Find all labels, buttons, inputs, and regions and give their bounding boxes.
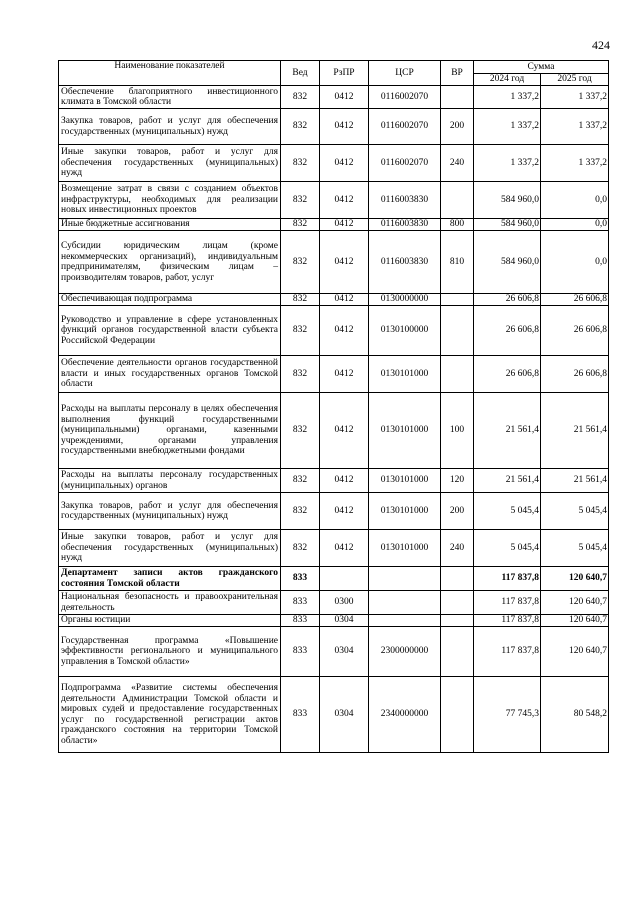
sum-2025-cell: 21 561,4: [541, 393, 609, 469]
name-cell: Национальная безопасность и правоохранительная деятельность: [59, 591, 281, 615]
rzpr-cell: 0412: [320, 231, 369, 294]
table-row: [59, 567, 609, 591]
sum-2025-cell: 120 640,7: [541, 567, 609, 591]
sum-2025-cell: 1 337,2: [541, 145, 609, 182]
sum-2024-cell: 5 045,4: [474, 493, 541, 530]
rzpr-cell: 0300: [320, 591, 369, 615]
rzpr-cell: 0304: [320, 627, 369, 677]
ved-cell: 832: [281, 393, 320, 469]
sum-2024-cell: 117 837,8: [474, 567, 541, 591]
name-cell: Иные бюджетные ассигнования: [59, 219, 281, 231]
name-cell: Закупка товаров, работ и услуг для обеспечения государственных (муниципальных) нужд: [59, 493, 281, 530]
csr-cell: [369, 567, 441, 591]
sum-2025-cell: 5 045,4: [541, 530, 609, 567]
sum-2024-cell: 26 606,8: [474, 306, 541, 356]
sum-2025-cell: 26 606,8: [541, 294, 609, 306]
table-row: [59, 615, 609, 627]
table-row: [59, 677, 609, 753]
ved-cell: 832: [281, 145, 320, 182]
csr-cell: [369, 615, 441, 627]
sum-2024-cell: 77 745,3: [474, 677, 541, 753]
csr-cell: 0130100000: [369, 306, 441, 356]
vr-cell: 200: [441, 109, 474, 145]
sum-2025-cell: 80 548,2: [541, 677, 609, 753]
ved-cell: 833: [281, 567, 320, 591]
ved-cell: 833: [281, 591, 320, 615]
vr-cell: 100: [441, 393, 474, 469]
header-year-2024: 2024 год: [474, 73, 541, 86]
vr-cell: 240: [441, 145, 474, 182]
ved-cell: 833: [281, 627, 320, 677]
sum-2024-cell: 5 045,4: [474, 530, 541, 567]
vr-cell: [441, 356, 474, 393]
csr-cell: 0130101000: [369, 530, 441, 567]
sum-2024-cell: 26 606,8: [474, 294, 541, 306]
ved-cell: 832: [281, 530, 320, 567]
sum-2025-cell: 120 640,7: [541, 627, 609, 677]
vr-cell: [441, 86, 474, 109]
header-name: Наименование показателей: [59, 61, 281, 86]
sum-2024-cell: 21 561,4: [474, 469, 541, 493]
vr-cell: 240: [441, 530, 474, 567]
table-row: [59, 109, 609, 145]
page-number: 424: [592, 38, 610, 52]
name-cell: Обеспечивающая подпрограмма: [59, 294, 281, 306]
name-cell: Расходы на выплаты персоналу в целях обеспечения выполнения функций государственными (муниципальными) органами, казенными учреждениями, органами управления государственными внебюджетными фондами: [59, 393, 281, 469]
csr-cell: 0116002070: [369, 145, 441, 182]
vr-cell: [441, 567, 474, 591]
header-rzpr: РзПР: [320, 61, 369, 86]
budget-table: [58, 60, 609, 753]
table-row: [59, 231, 609, 294]
rzpr-cell: 0412: [320, 294, 369, 306]
csr-cell: 0130101000: [369, 469, 441, 493]
table-header: [59, 61, 609, 86]
csr-cell: 0130101000: [369, 393, 441, 469]
rzpr-cell: 0412: [320, 393, 369, 469]
ved-cell: 832: [281, 109, 320, 145]
name-cell: Подпрограмма «Развитие системы обеспечения деятельности Администрации Томской области и мировых судей и предоставление государственных услуг по государственной регистрации актов гражданского состояния на территории Томской области»: [59, 677, 281, 753]
sum-2025-cell: 1 337,2: [541, 86, 609, 109]
sum-2025-cell: 21 561,4: [541, 469, 609, 493]
rzpr-cell: [320, 567, 369, 591]
csr-cell: 0130101000: [369, 493, 441, 530]
csr-cell: 0116002070: [369, 109, 441, 145]
rzpr-cell: 0412: [320, 109, 369, 145]
table-row: [59, 356, 609, 393]
vr-cell: 200: [441, 493, 474, 530]
csr-cell: 0130000000: [369, 294, 441, 306]
table-row: [59, 145, 609, 182]
sum-2024-cell: 584 960,0: [474, 182, 541, 219]
vr-cell: [441, 182, 474, 219]
ved-cell: 832: [281, 86, 320, 109]
ved-cell: 832: [281, 219, 320, 231]
name-cell: Руководство и управление в сфере установленных функций органов государственной власти субъекта Российской Федерации: [59, 306, 281, 356]
table-row: [59, 627, 609, 677]
name-cell: Иные закупки товаров, работ и услуг для обеспечения государственных (муниципальных) нужд: [59, 530, 281, 567]
sum-2024-cell: 117 837,8: [474, 615, 541, 627]
name-cell: Иные закупки товаров, работ и услуг для обеспечения государственных (муниципальных) нужд: [59, 145, 281, 182]
name-cell: Органы юстиции: [59, 615, 281, 627]
sum-2024-cell: 584 960,0: [474, 219, 541, 231]
vr-cell: [441, 294, 474, 306]
sum-2024-cell: 26 606,8: [474, 356, 541, 393]
sum-2024-cell: 117 837,8: [474, 627, 541, 677]
ved-cell: 833: [281, 677, 320, 753]
sum-2025-cell: 26 606,8: [541, 306, 609, 356]
vr-cell: [441, 591, 474, 615]
csr-cell: [369, 591, 441, 615]
rzpr-cell: 0412: [320, 530, 369, 567]
table-row: [59, 469, 609, 493]
rzpr-cell: 0412: [320, 86, 369, 109]
sum-2024-cell: 117 837,8: [474, 591, 541, 615]
rzpr-cell: 0304: [320, 677, 369, 753]
rzpr-cell: 0412: [320, 219, 369, 231]
csr-cell: 0116003830: [369, 182, 441, 219]
name-cell: Расходы на выплаты персоналу государственных (муниципальных) органов: [59, 469, 281, 493]
sum-2024-cell: 1 337,2: [474, 86, 541, 109]
ved-cell: 832: [281, 182, 320, 219]
vr-cell: 800: [441, 219, 474, 231]
csr-cell: 0116002070: [369, 86, 441, 109]
table-body: [59, 86, 609, 753]
sum-2025-cell: 120 640,7: [541, 591, 609, 615]
ved-cell: 832: [281, 469, 320, 493]
sum-2024-cell: 584 960,0: [474, 231, 541, 294]
sum-2025-cell: 0,0: [541, 219, 609, 231]
table-row: [59, 182, 609, 219]
table-row: [59, 393, 609, 469]
table-row: [59, 294, 609, 306]
csr-cell: 0116003830: [369, 219, 441, 231]
sum-2024-cell: 1 337,2: [474, 145, 541, 182]
rzpr-cell: 0412: [320, 493, 369, 530]
sum-2025-cell: 26 606,8: [541, 356, 609, 393]
rzpr-cell: 0412: [320, 145, 369, 182]
sum-2025-cell: 120 640,7: [541, 615, 609, 627]
rzpr-cell: 0412: [320, 469, 369, 493]
vr-cell: [441, 615, 474, 627]
csr-cell: 0116003830: [369, 231, 441, 294]
header-sum: Сумма: [474, 61, 609, 74]
ved-cell: 832: [281, 306, 320, 356]
table-row: [59, 493, 609, 530]
sum-2024-cell: 1 337,2: [474, 109, 541, 145]
table-row: [59, 306, 609, 356]
rzpr-cell: 0412: [320, 182, 369, 219]
csr-cell: 2340000000: [369, 677, 441, 753]
rzpr-cell: 0304: [320, 615, 369, 627]
name-cell: Государственная программа «Повышение эффективности регионального и муниципального управления в Томской области»: [59, 627, 281, 677]
vr-cell: 810: [441, 231, 474, 294]
rzpr-cell: 0412: [320, 306, 369, 356]
ved-cell: 832: [281, 493, 320, 530]
header-csr: ЦСР: [369, 61, 441, 86]
vr-cell: [441, 627, 474, 677]
sum-2025-cell: 0,0: [541, 182, 609, 219]
ved-cell: 832: [281, 294, 320, 306]
table-row: [59, 219, 609, 231]
name-cell: Возмещение затрат в связи с созданием объектов инфраструктуры, необходимых для реализации новых инвестиционных проектов: [59, 182, 281, 219]
sum-2025-cell: 0,0: [541, 231, 609, 294]
name-cell: Обеспечение благоприятного инвестиционного климата в Томской области: [59, 86, 281, 109]
table-row: [59, 86, 609, 109]
header-year-2025: 2025 год: [541, 73, 609, 86]
sum-2024-cell: 21 561,4: [474, 393, 541, 469]
vr-cell: [441, 677, 474, 753]
csr-cell: 2300000000: [369, 627, 441, 677]
name-cell: Департамент записи актов гражданского состояния Томской области: [59, 567, 281, 591]
csr-cell: 0130101000: [369, 356, 441, 393]
vr-cell: [441, 306, 474, 356]
name-cell: Субсидии юридическим лицам (кроме некоммерческих организаций), индивидуальным предпринимателям, физическим лицам – производителям товаров, работ, услуг: [59, 231, 281, 294]
ved-cell: 832: [281, 231, 320, 294]
name-cell: Закупка товаров, работ и услуг для обеспечения государственных (муниципальных) нужд: [59, 109, 281, 145]
table-row: [59, 530, 609, 567]
vr-cell: 120: [441, 469, 474, 493]
name-cell: Обеспечение деятельности органов государственной власти и иных государственных органов Томской области: [59, 356, 281, 393]
sum-2025-cell: 5 045,4: [541, 493, 609, 530]
header-vr: ВР: [441, 61, 474, 86]
rzpr-cell: 0412: [320, 356, 369, 393]
sum-2025-cell: 1 337,2: [541, 109, 609, 145]
header-ved: Вед: [281, 61, 320, 86]
ved-cell: 832: [281, 356, 320, 393]
ved-cell: 833: [281, 615, 320, 627]
table-row: [59, 591, 609, 615]
